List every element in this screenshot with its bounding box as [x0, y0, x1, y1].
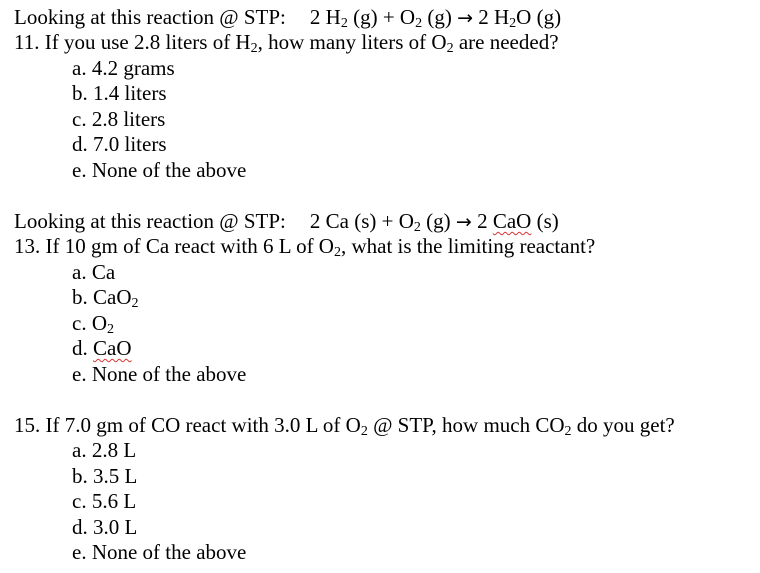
q13-stem: 13. If 10 gm of Ca react with 6 L of $O_2$, what is the limiting reactant? — [14, 234, 596, 260]
spellcheck-word: CaO — [93, 336, 132, 360]
q15-stem: 15. If 7.0 gm of CO react with 3.0 L of $O_2$ @ STP, how much $CO_2$ do you get? — [14, 413, 675, 439]
spellcheck-word: CaO — [492, 209, 532, 233]
q13-equation: 2 Ca $(s) + O_2$ (g) → 2 CaO (s) — [309, 209, 559, 235]
q15-option-a: a. 2.8 L — [72, 438, 137, 462]
q11-reaction-line — [14, 5, 561, 31]
q11-option-c: c. 2.8 liters — [72, 107, 166, 131]
q11-option-a: a. 4.2 grams — [72, 56, 175, 80]
q11-stem: 11. If you use 2.8 liters of $H_2$, how many liters of $O_2$ are needed? — [14, 30, 559, 56]
q13-intro: Looking at this reaction @ STP: — [14, 209, 286, 233]
reaction-arrow-icon: → — [457, 7, 473, 29]
q11-option-e: e. None of the above — [72, 158, 247, 182]
q15-option-e: e. None of the above — [72, 540, 247, 564]
q13-option-e: e. None of the above — [72, 362, 247, 386]
q11-equation: 2 $H_2$ $(g) + O_2$ (g) → 2 $H_2O$ (g) — [309, 5, 562, 31]
reaction-arrow-icon: → — [455, 211, 472, 233]
q13-reaction-line — [14, 209, 559, 235]
q13-option-d: d. CaO — [72, 336, 132, 360]
q15-option-c: c. 5.6 L — [72, 489, 137, 513]
q13-option-c: c. $O_2$ — [72, 311, 114, 337]
q13-option-b: b. CaO$_2$ — [72, 285, 139, 311]
q13-option-a: a. Ca — [72, 260, 116, 284]
q11-intro: Looking at this reaction @ STP: — [14, 5, 286, 29]
q11-option-d: d. 7.0 liters — [72, 132, 167, 156]
q11-option-b: b. 1.4 liters — [72, 81, 167, 105]
q15-option-b: b. 3.5 L — [72, 464, 138, 488]
q15-option-d: d. 3.0 L — [72, 515, 138, 539]
